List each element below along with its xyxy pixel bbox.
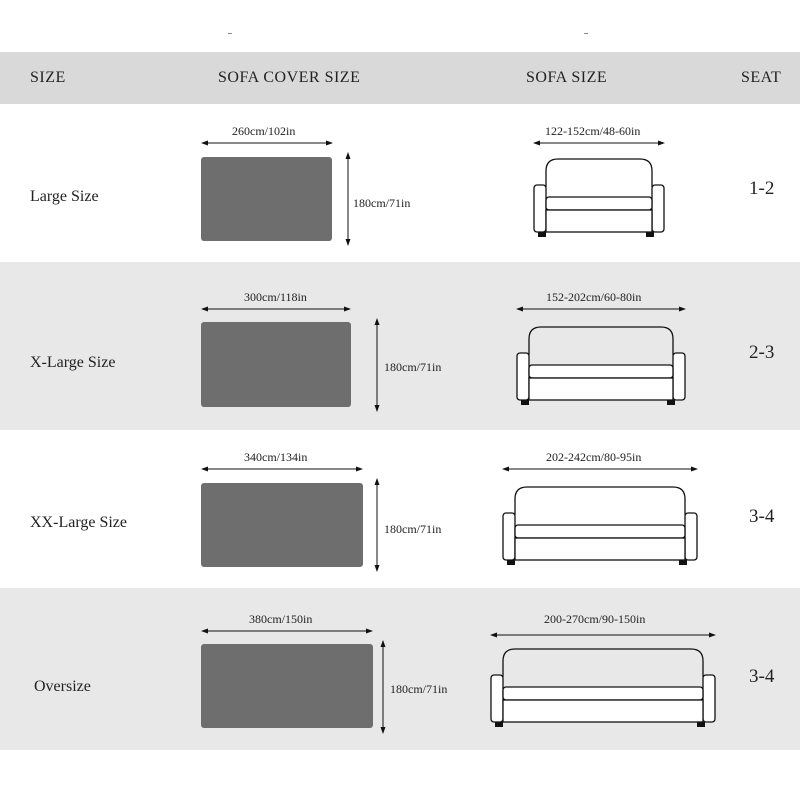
cover-width-label: 260cm/102in xyxy=(232,124,296,138)
header-size: SIZE xyxy=(30,69,66,86)
cover-height-label: 180cm/71in xyxy=(390,682,448,696)
sofa-width-label: 202-242cm/80-95in xyxy=(546,450,642,464)
horizontal-arrow-icon xyxy=(201,627,373,635)
horizontal-arrow-icon xyxy=(533,139,665,147)
cover-height-label: 180cm/71in xyxy=(353,196,411,210)
sofa-icon xyxy=(533,157,665,237)
cover-rectangle xyxy=(201,644,373,728)
table-row-x-large xyxy=(0,262,800,430)
size-label: X-Large Size xyxy=(30,354,116,371)
horizontal-arrow-icon xyxy=(490,631,716,639)
horizontal-arrow-icon xyxy=(201,139,333,147)
sofa-icon xyxy=(516,325,686,405)
sofa-width-label: 152-202cm/60-80in xyxy=(546,290,642,304)
size-label: Large Size xyxy=(30,188,99,205)
cover-width-label: 380cm/150in xyxy=(249,612,313,626)
horizontal-arrow-icon xyxy=(201,305,351,313)
cover-rectangle xyxy=(201,483,363,567)
cover-rectangle xyxy=(201,157,332,241)
size-label: Oversize xyxy=(34,678,91,695)
header-seat: SEAT xyxy=(741,69,782,86)
table-row-large xyxy=(0,104,800,262)
horizontal-arrow-icon xyxy=(502,465,698,473)
cover-width-label: 340cm/134in xyxy=(244,450,308,464)
size-label: XX-Large Size xyxy=(30,514,127,531)
vertical-arrow-icon xyxy=(379,640,387,734)
cover-width-label: 300cm/118in xyxy=(244,290,307,304)
sofa-width-label: 122-152cm/48-60in xyxy=(545,124,641,138)
horizontal-arrow-icon xyxy=(516,305,686,313)
table-header xyxy=(0,52,800,104)
vertical-arrow-icon xyxy=(373,318,381,412)
vertical-arrow-icon xyxy=(373,478,381,572)
seat-count: 3-4 xyxy=(749,666,775,687)
sofa-width-label: 200-270cm/90-150in xyxy=(544,612,646,626)
decor-tick-right xyxy=(584,33,588,34)
header-sofa-size: SOFA SIZE xyxy=(526,69,608,86)
vertical-arrow-icon xyxy=(344,152,352,246)
sofa-icon xyxy=(490,647,716,727)
seat-count: 3-4 xyxy=(749,506,775,527)
cover-height-label: 180cm/71in xyxy=(384,522,442,536)
seat-count: 2-3 xyxy=(749,342,775,363)
cover-height-label: 180cm/71in xyxy=(384,360,442,374)
decor-tick-left xyxy=(228,33,232,34)
table-row-oversize xyxy=(0,588,800,750)
seat-count: 1-2 xyxy=(749,178,775,199)
horizontal-arrow-icon xyxy=(201,465,363,473)
cover-rectangle xyxy=(201,322,351,407)
sofa-icon xyxy=(502,485,698,565)
header-cover-size: SOFA COVER SIZE xyxy=(218,69,361,86)
table-row-xx-large xyxy=(0,430,800,588)
